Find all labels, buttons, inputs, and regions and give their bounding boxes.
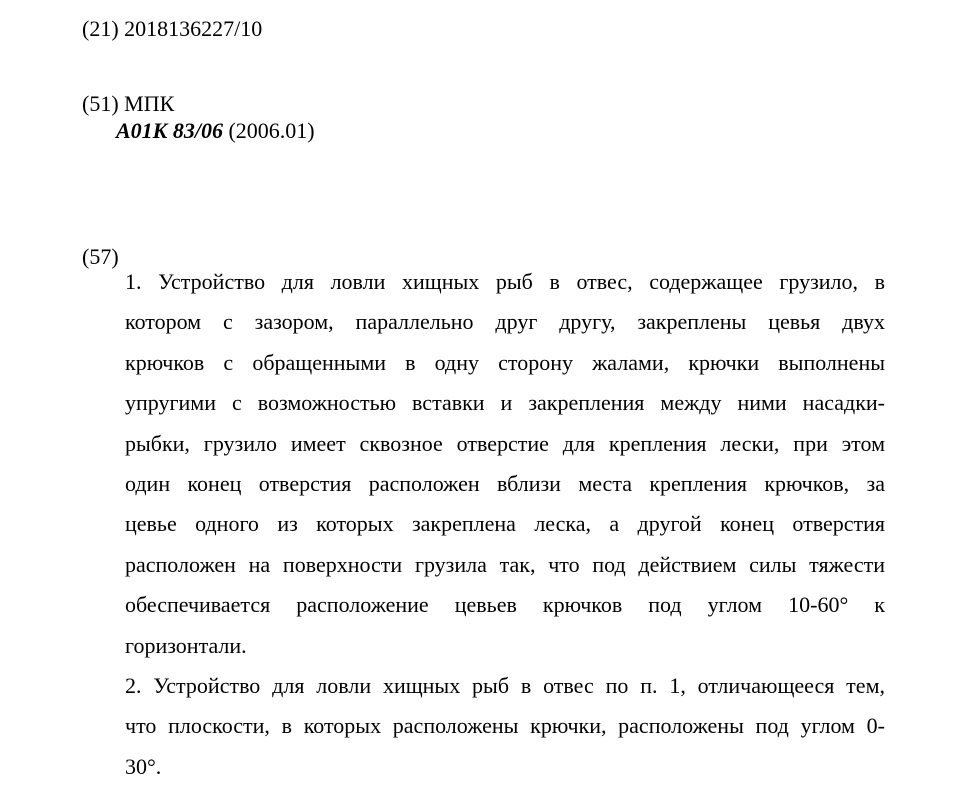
inid-code-21: (21) (82, 16, 125, 41)
claim-line: рыбки, грузило имеет сквозное отверстие для крепления лески, при этом (125, 430, 885, 456)
ipc-classification-code: A01K 83/06 (116, 118, 229, 143)
claim-line: что плоскости, в которых расположены крючки, расположены под углом 0- (125, 713, 885, 739)
application-number-value: 2018136227/10 (124, 16, 263, 41)
claim-line: расположен на поверхности грузила так, что под действием силы тяжести (125, 551, 885, 577)
claim-line: упругими с возможностью вставки и закрепления между ними насадки- (125, 390, 885, 416)
claim-line: котором с зазором, параллельно друг другу, закреплены цевья двух (125, 309, 885, 335)
ipc-label: МПК (124, 91, 175, 116)
ipc-version: (2006.01) (228, 118, 315, 143)
claim-line: крючков с обращенными в одну сторону жалами, крючки выполнены (125, 349, 885, 375)
claim-line: обеспечивается расположение цевьев крючков под углом 10-60° к (125, 592, 885, 618)
claim-line: цевье одного из которых закреплена леска, а другой конец отверстия (125, 511, 885, 537)
claims-text-block (125, 262, 885, 787)
claim-line: 30°. (125, 753, 162, 779)
inid-code-51: (51) (82, 91, 125, 116)
claim-line: один конец отверстия расположен вблизи места крепления крючков, за (125, 470, 885, 496)
claim-line: 2. Устройство для ловли хищных рыб в отвес по п. 1, отличающееся тем, (125, 672, 885, 698)
claim-line: горизонтали. (125, 632, 247, 658)
inid-code-57: (57) (82, 244, 119, 269)
application-number-field (82, 16, 262, 42)
ipc-classification-line (116, 118, 315, 144)
claim-line: 1. Устройство для ловли хищных рыб в отвес, содержащее грузило, в (125, 269, 885, 294)
abstract-code-field (82, 244, 119, 270)
ipc-field-label (82, 91, 174, 117)
